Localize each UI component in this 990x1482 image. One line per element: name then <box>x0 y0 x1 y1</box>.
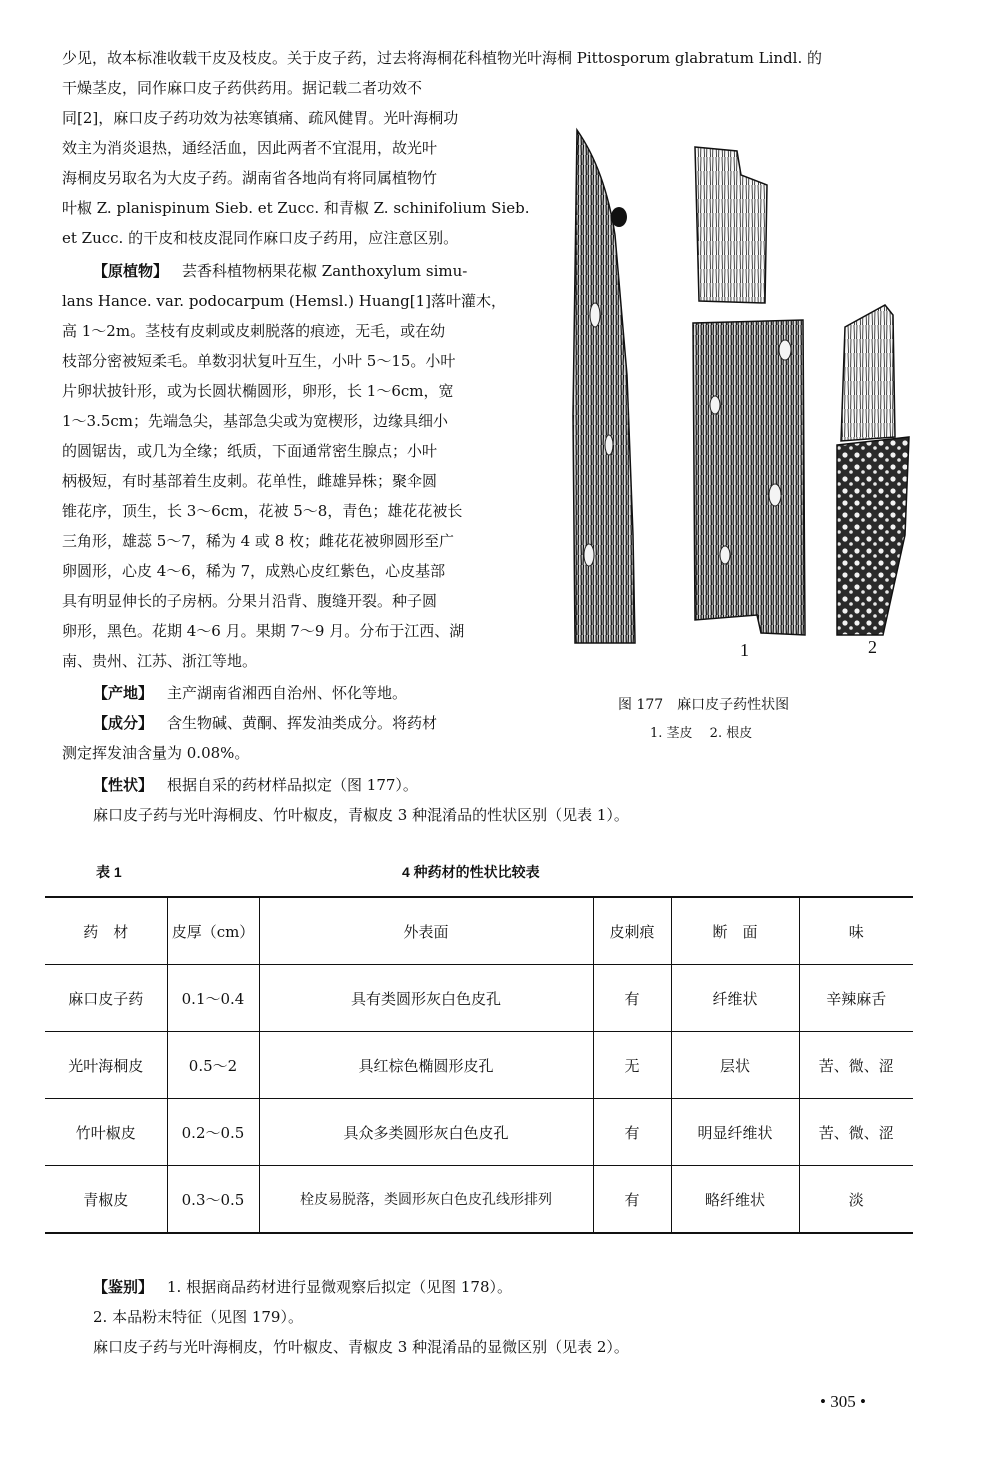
body-line: 少见，故本标准收载干皮及枝皮。关于皮子药，过去将海桐花科植物光叶海桐 Pittosporum glabratum Lindl. 的 <box>62 49 822 67</box>
plant-line: 南、贵州、江苏、浙江等地。 <box>62 652 258 670</box>
plant-line: 枝部分密被短柔毛。单数羽状复叶互生，小叶 5～15。小叶 <box>62 352 456 370</box>
figure-label-1: 1 <box>740 640 749 660</box>
table-cell: 有 <box>593 1166 671 1234</box>
plant-line: 柄极短，有时基部着生皮刺。花单性，雌雄异株；聚伞圆 <box>62 472 438 490</box>
plant-line: 高 1～2m。茎枝有皮刺或皮刺脱落的痕迹，无毛，或在幼 <box>62 322 446 340</box>
table-cell: 辛辣麻舌 <box>799 965 913 1032</box>
origin-text: 主产湖南省湘西自治州、怀化等地。 <box>167 684 408 702</box>
plant-line: 卵圆形，心皮 4～6，稀为 7，成熟心皮红紫色，心皮基部 <box>62 562 446 580</box>
table-cell: 青椒皮 <box>83 1190 129 1209</box>
table-cell: 光叶海桐皮 <box>68 1056 144 1075</box>
table-cell: 竹叶椒皮 <box>75 1123 136 1142</box>
page-number: • 305 • <box>820 1392 866 1411</box>
table-cell: 纤维状 <box>671 965 799 1032</box>
plant-line: 卵形，黑色。花期 4～6 月。果期 7～9 月。分布于江西、湖 <box>62 622 465 640</box>
plant-text: 芸香科植物柄果花椒 Zanthoxylum simu- <box>182 262 468 280</box>
components-line: 测定挥发油含量为 0.08%。 <box>62 744 250 762</box>
body-line: 同[2]，麻口皮子药功效为祛寒镇痛、疏风健胃。光叶海桐功 <box>62 109 459 127</box>
plant-line: 锥花序，顶生，长 3～6cm，花被 5～8，青色；雄花花被长 <box>62 502 463 520</box>
stem-bark-pieces <box>693 147 805 635</box>
table-cell: 有 <box>593 965 671 1032</box>
table-title: 4 种药材的性状比较表 <box>402 864 540 880</box>
header-cell: 断 面 <box>671 897 799 965</box>
identification-text: 1. 根据商品药材进行显微观察后拟定（见图 178）。 <box>167 1278 512 1296</box>
plant-line: 具有明显伸长的子房柄。分果爿沿背、腹缝开裂。种子圆 <box>62 592 438 610</box>
table-label: 表 1 <box>96 864 122 880</box>
table-cell: 层状 <box>671 1032 799 1099</box>
body-line: 海桐皮另取名为大皮子药。湖南省各地尚有将同属植物竹 <box>62 169 438 187</box>
origin-heading: 【产地】 <box>93 684 154 702</box>
table-cell: 苦、微、涩 <box>799 1032 913 1099</box>
traits-heading: 【性状】 <box>93 776 154 794</box>
components-heading: 【成分】 <box>93 714 154 732</box>
traits-section <box>93 770 418 800</box>
table-row <box>45 965 913 1032</box>
stem-bark-long <box>573 130 635 643</box>
table-cell: 苦、微、涩 <box>799 1099 913 1166</box>
table-cell: 0.2～0.5 <box>167 1099 259 1166</box>
table-cell: 具众多类圆形灰白色皮孔 <box>259 1099 593 1166</box>
bark-knot <box>611 207 627 227</box>
plant-line: 1～3.5cm；先端急尖，基部急尖或为宽楔形，边缘具细小 <box>62 412 449 430</box>
table-header-row <box>45 897 913 965</box>
table-cell: 无 <box>593 1032 671 1099</box>
comparison-table <box>45 896 913 1234</box>
identification-line: 2. 本品粉末特征（见图 179）。 <box>93 1308 303 1326</box>
plant-heading: 【原植物】 <box>93 262 169 280</box>
figure-label-2: 2 <box>868 637 877 657</box>
table-row <box>45 1032 913 1099</box>
traits-line: 麻口皮子药与光叶海桐皮、竹叶椒皮，青椒皮 3 种混淆品的性状区别（见表 1）。 <box>93 806 629 824</box>
plant-line: 三角形，雄蕊 5～7，稀为 4 或 8 枚；雌花花被卵圆形至广 <box>62 532 455 550</box>
identification-section <box>93 1272 512 1302</box>
header-cell: 外表面 <box>259 897 593 965</box>
table-cell: 0.1～0.4 <box>167 965 259 1032</box>
body-line: 干燥茎皮，同作麻口皮子药供药用。据记载二者功效不 <box>62 79 423 97</box>
header-cell: 皮厚（cm） <box>167 897 259 965</box>
table-cell: 略纤维状 <box>671 1166 799 1234</box>
plant-section <box>93 256 467 286</box>
plant-line: 片卵状披针形，或为长圆状椭圆形，卵形，长 1～6cm，宽 <box>62 382 454 400</box>
header-cell: 药 材 <box>83 922 129 941</box>
table-cell: 具有类圆形灰白色皮孔 <box>259 965 593 1032</box>
table-row <box>45 1166 913 1234</box>
figure-subcaption: 1. 茎皮 2. 根皮 <box>650 726 753 741</box>
table-row <box>45 1099 913 1166</box>
root-bark <box>837 305 909 635</box>
header-cell: 味 <box>799 897 913 965</box>
plant-line: 的圆锯齿，或几为全缘；纸质，下面通常密生腺点；小叶 <box>62 442 438 460</box>
figure-caption: 图 177 麻口皮子药性状图 <box>618 697 790 713</box>
table-cell: 0.5～2 <box>167 1032 259 1099</box>
table-cell: 具红棕色椭圆形皮孔 <box>259 1032 593 1099</box>
body-line: 叶椒 Z. planispinum Sieb. et Zucc. 和青椒 Z. schinifolium Sieb. <box>62 199 530 217</box>
table-cell: 明显纤维状 <box>671 1099 799 1166</box>
table-cell: 0.3～0.5 <box>167 1166 259 1234</box>
components-section <box>93 708 437 738</box>
header-cell: 皮刺痕 <box>593 897 671 965</box>
body-line: et Zucc. 的干皮和枝皮混同作麻口皮子药用，应注意区别。 <box>62 229 459 247</box>
table-cell: 栓皮易脱落，类圆形灰白色皮孔线形排列 <box>259 1166 593 1234</box>
identification-heading: 【鉴别】 <box>93 1278 154 1296</box>
components-text: 含生物碱、黄酮、挥发油类成分。将药材 <box>167 714 438 732</box>
table-cell: 有 <box>593 1099 671 1166</box>
identification-line: 麻口皮子药与光叶海桐皮，竹叶椒皮、青椒皮 3 种混淆品的显微区别（见表 2）。 <box>93 1338 629 1356</box>
origin-section <box>93 678 407 708</box>
plant-line: lans Hance. var. podocarpum (Hemsl.) Huang[1]落叶灌木， <box>62 292 506 310</box>
traits-text: 根据自采的药材样品拟定（图 177）。 <box>167 776 418 794</box>
table-cell: 淡 <box>799 1166 913 1234</box>
body-line: 效主为消炎退热，通经活血，因此两者不宜混用，故光叶 <box>62 139 438 157</box>
bark-illustration <box>565 115 935 675</box>
table-cell: 麻口皮子药 <box>68 989 144 1008</box>
